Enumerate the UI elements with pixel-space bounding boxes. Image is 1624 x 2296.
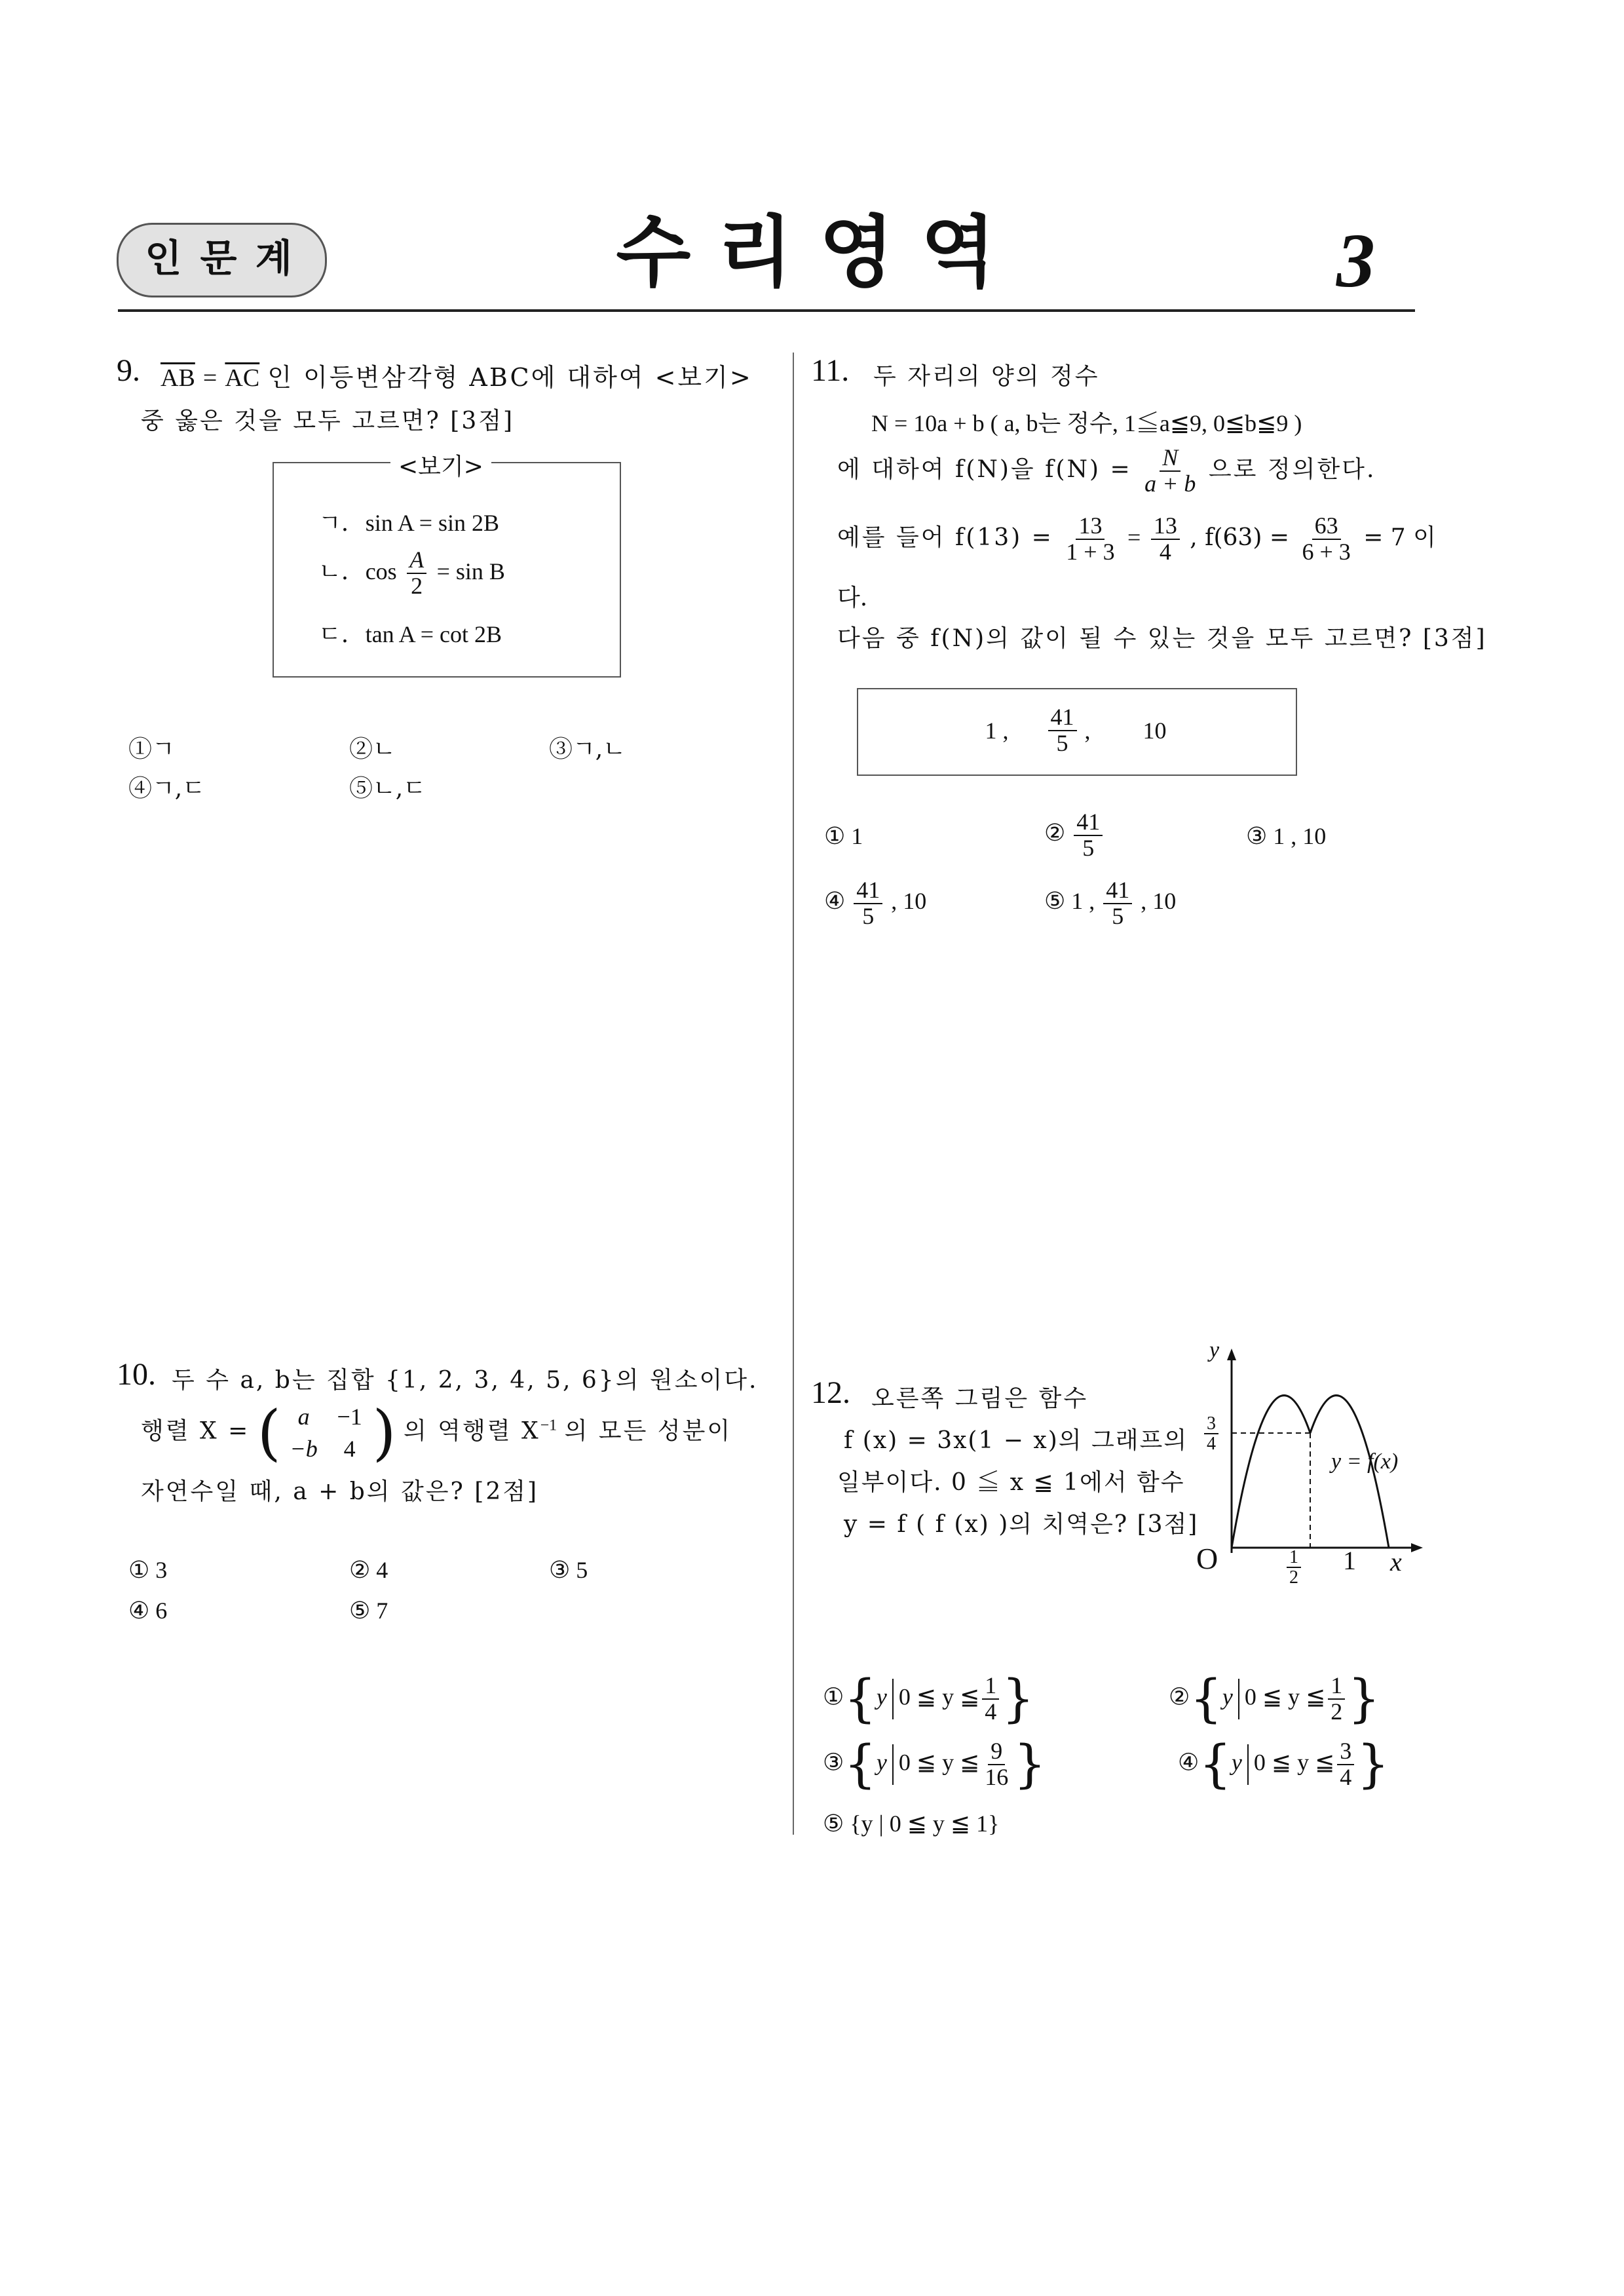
page-title: 수 리 영 역 <box>616 207 996 297</box>
graph-xtick-one: 1 <box>1343 1546 1356 1575</box>
q10-choice-5[interactable]: ⑤ 7 <box>349 1598 388 1624</box>
q9-choice-2[interactable]: ②ㄴ <box>349 736 396 763</box>
q11-choice-5[interactable]: ⑤ 1 , $\frac{41}{5}$ , 10 <box>1044 877 1177 929</box>
q11-choice-4[interactable]: ④ $\frac{41}{5}$ , 10 <box>824 877 927 929</box>
bogi-item-3: ㄷ. tan A = cot 2B <box>318 621 502 648</box>
q10-line1: 두 수 a, b는 집합 {1, 2, 3, 4, 5, 6}의 원소이다. <box>172 1367 759 1394</box>
q10-choice-4[interactable]: ④ 6 <box>128 1598 168 1624</box>
x-axis-arrow <box>1411 1543 1423 1552</box>
q12-number: 12. <box>811 1375 850 1410</box>
q10-choice-2[interactable]: ② 4 <box>349 1557 388 1583</box>
graph-ytick: $\frac{3}{4}$ <box>1201 1414 1221 1454</box>
page-number: 3 <box>1336 218 1375 303</box>
q12-choice-3[interactable]: ③{y 0 ≦ y ≦ $\frac{9}{16}$ } <box>823 1735 1046 1794</box>
q9-choice-5[interactable]: ⑤ㄴ,ㄷ <box>349 775 426 802</box>
q11-line5: 다. <box>837 584 868 611</box>
column-divider <box>793 353 794 1835</box>
bogi-item-2: ㄴ. cos $\frac{A}{2}$ = sin B <box>318 546 505 599</box>
q9-choice-1[interactable]: ①ㄱ <box>128 736 175 763</box>
q11-number: 11. <box>811 353 850 388</box>
section-badge-label: 인 문 계 <box>145 236 295 280</box>
q11-line2: N = 10a + b ( a, b는 정수, 1≦a≦9, 0≦b≦9 ) <box>871 410 1302 436</box>
q11-box-content: 1 , $\frac{41}{5}$ , 10 <box>985 704 1167 756</box>
q12-line1: 오른쪽 그림은 함수 <box>871 1385 1089 1412</box>
q12-choice-5[interactable]: ⑤ {y | 0 ≦ y ≦ 1} <box>823 1810 1000 1837</box>
q12-line4: y = f ( f (x) )의 치역은? [3점] <box>844 1511 1199 1538</box>
graph-y-label: y <box>1209 1338 1220 1362</box>
q12-choice-1[interactable]: ①{y 0 ≦ y ≦ $\frac{1}{4}$ } <box>823 1670 1034 1729</box>
q12-line2: f (x) = 3x(1 − x)의 그래프의 <box>844 1427 1188 1454</box>
matrix-X: ( a −1 −b 4 ) <box>257 1397 396 1468</box>
bogi-title: <보기> <box>390 448 491 482</box>
q9-choice-3[interactable]: ③ㄱ,ㄴ <box>549 736 626 763</box>
q11-line1: 두 자리의 양의 정수 <box>873 363 1100 390</box>
bogi-item-1: ㄱ. sin A = sin 2B <box>318 510 500 537</box>
graph-x-label: x <box>1390 1547 1402 1577</box>
q10-line3: 자연수일 때, a + b의 값은? [2점] <box>141 1478 539 1505</box>
graph-curve-label: y = f(x) <box>1331 1449 1399 1474</box>
q9-line2: 중 옳은 것을 모두 고르면? [3점] <box>141 408 515 434</box>
q11-example: 예를 들어 f(13) = $\frac{13}{1 + 3}$ = $\frac{13}{4}$ , f(63) = $\frac{63}{6 + 3}$ = 7 이 <box>837 512 1436 565</box>
q12-line3: 일부이다. 0 ≦ x ≦ 1에서 함수 <box>837 1469 1185 1496</box>
y-axis-arrow <box>1227 1349 1236 1360</box>
q9-number: 9. <box>117 353 140 388</box>
q9-line1: $\overline{AB} = \overline{AC}$ 인 이등변삼각형 ABC에 대하여 <보기> <box>161 363 753 392</box>
header-rule <box>118 309 1415 312</box>
q10-number: 10. <box>117 1357 156 1392</box>
q9-choice-4[interactable]: ④ㄱ,ㄷ <box>128 775 205 802</box>
q12-choice-2[interactable]: ②{y 0 ≦ y ≦ $\frac{1}{2}$ } <box>1169 1670 1380 1729</box>
q11-choice-1[interactable]: ① 1 <box>824 823 863 849</box>
q11-choice-2[interactable]: ② $\frac{41}{5}$ <box>1044 810 1105 861</box>
q10-line2: 행렬 X = ( a −1 −b 4 ) 의 역행렬 $X^{-1}$ 의 모든 성분이 <box>141 1397 732 1468</box>
graph-xtick-half: $\frac{1}{2}$ <box>1284 1548 1304 1588</box>
q11-choice-3[interactable]: ③ 1 , 10 <box>1246 823 1327 849</box>
q11-line6: 다음 중 f(N)의 값이 될 수 있는 것을 모두 고르면? [3점] <box>837 625 1487 652</box>
q11-line3: 에 대하여 f(N)을 f(N) = $\frac{N}{a + b}$ 으로 정의한다. <box>837 444 1376 497</box>
graph-origin: O <box>1196 1542 1218 1575</box>
q10-choice-1[interactable]: ① 3 <box>128 1557 168 1583</box>
q12-choice-4[interactable]: ④{y 0 ≦ y ≦ $\frac{3}{4}$ } <box>1178 1735 1389 1794</box>
q10-choice-3[interactable]: ③ 5 <box>549 1557 588 1583</box>
